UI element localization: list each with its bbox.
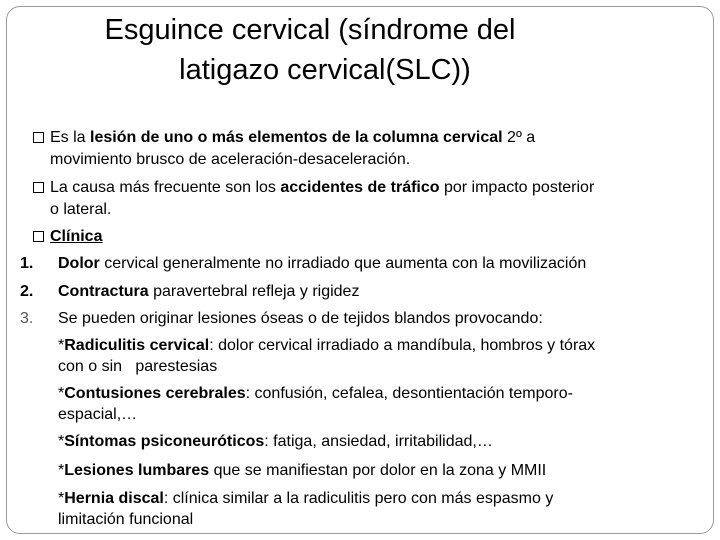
sub-item-radiculitis: *Radiculitis cervical: dolor cervical irradiado a mandíbula, hombros y tórax xyxy=(58,337,596,354)
bullet-1-line-1: Es la lesión de uno o más elementos de la columna cervical 2º a xyxy=(50,129,536,146)
sub-item-hernia-discal-line-2: limitación funcional xyxy=(58,511,194,528)
bullet-1-bold: lesión de uno o más elementos de la columna cervical xyxy=(90,129,503,146)
checkbox-bullet-icon xyxy=(33,132,44,143)
numbered-item-3: Se pueden originar lesiones óseas o de tejidos blandos provocando: xyxy=(58,310,543,327)
checkbox-bullet-icon xyxy=(33,231,44,242)
sub-item-sintomas: *Síntomas psiconeuróticos: fatiga, ansiedad, irritabilidad,… xyxy=(58,433,493,450)
sub-item-radiculitis-line-2: con o sin parestesias xyxy=(58,358,218,375)
numbered-item-1: Dolor cervical generalmente no irradiado que aumenta con la movilización xyxy=(58,255,587,272)
title-line-2: latigazo cervical(SLC)) xyxy=(179,54,471,86)
sub-item-contusiones: *Contusiones cerebrales: confusión, cefalea, desontientación temporo- xyxy=(58,385,573,402)
list-number-2: 2. xyxy=(20,283,34,300)
sub-item-hernia-discal: *Hernia discal: clínica similar a la radiculitis pero con más espasmo y xyxy=(58,490,554,507)
bullet-2-bold: accidentes de tráfico xyxy=(280,179,440,196)
bullet-2-line-1: La causa más frecuente son los accidentes de tráfico por impacto posterior xyxy=(50,179,595,196)
checkbox-bullet-icon xyxy=(33,182,44,193)
sub-item-lesiones-lumbares: *Lesiones lumbares que se manifiestan por dolor en la zona y MMII xyxy=(58,462,547,479)
sub-item-contusiones-line-2: espacial,… xyxy=(58,406,138,423)
list-number-1: 1. xyxy=(20,255,34,272)
clinica-heading: Clínica xyxy=(50,228,103,245)
slide-title xyxy=(40,10,580,90)
title-line-1: Esguince cervical (síndrome del xyxy=(104,14,516,46)
bullet-2-line-2: o lateral. xyxy=(50,201,112,218)
list-number-3: 3. xyxy=(20,310,34,327)
numbered-item-2: Contractura paravertebral refleja y rigidez xyxy=(58,283,360,300)
bullet-1-line-2: movimiento brusco de aceleración-desaceleración. xyxy=(50,151,411,168)
